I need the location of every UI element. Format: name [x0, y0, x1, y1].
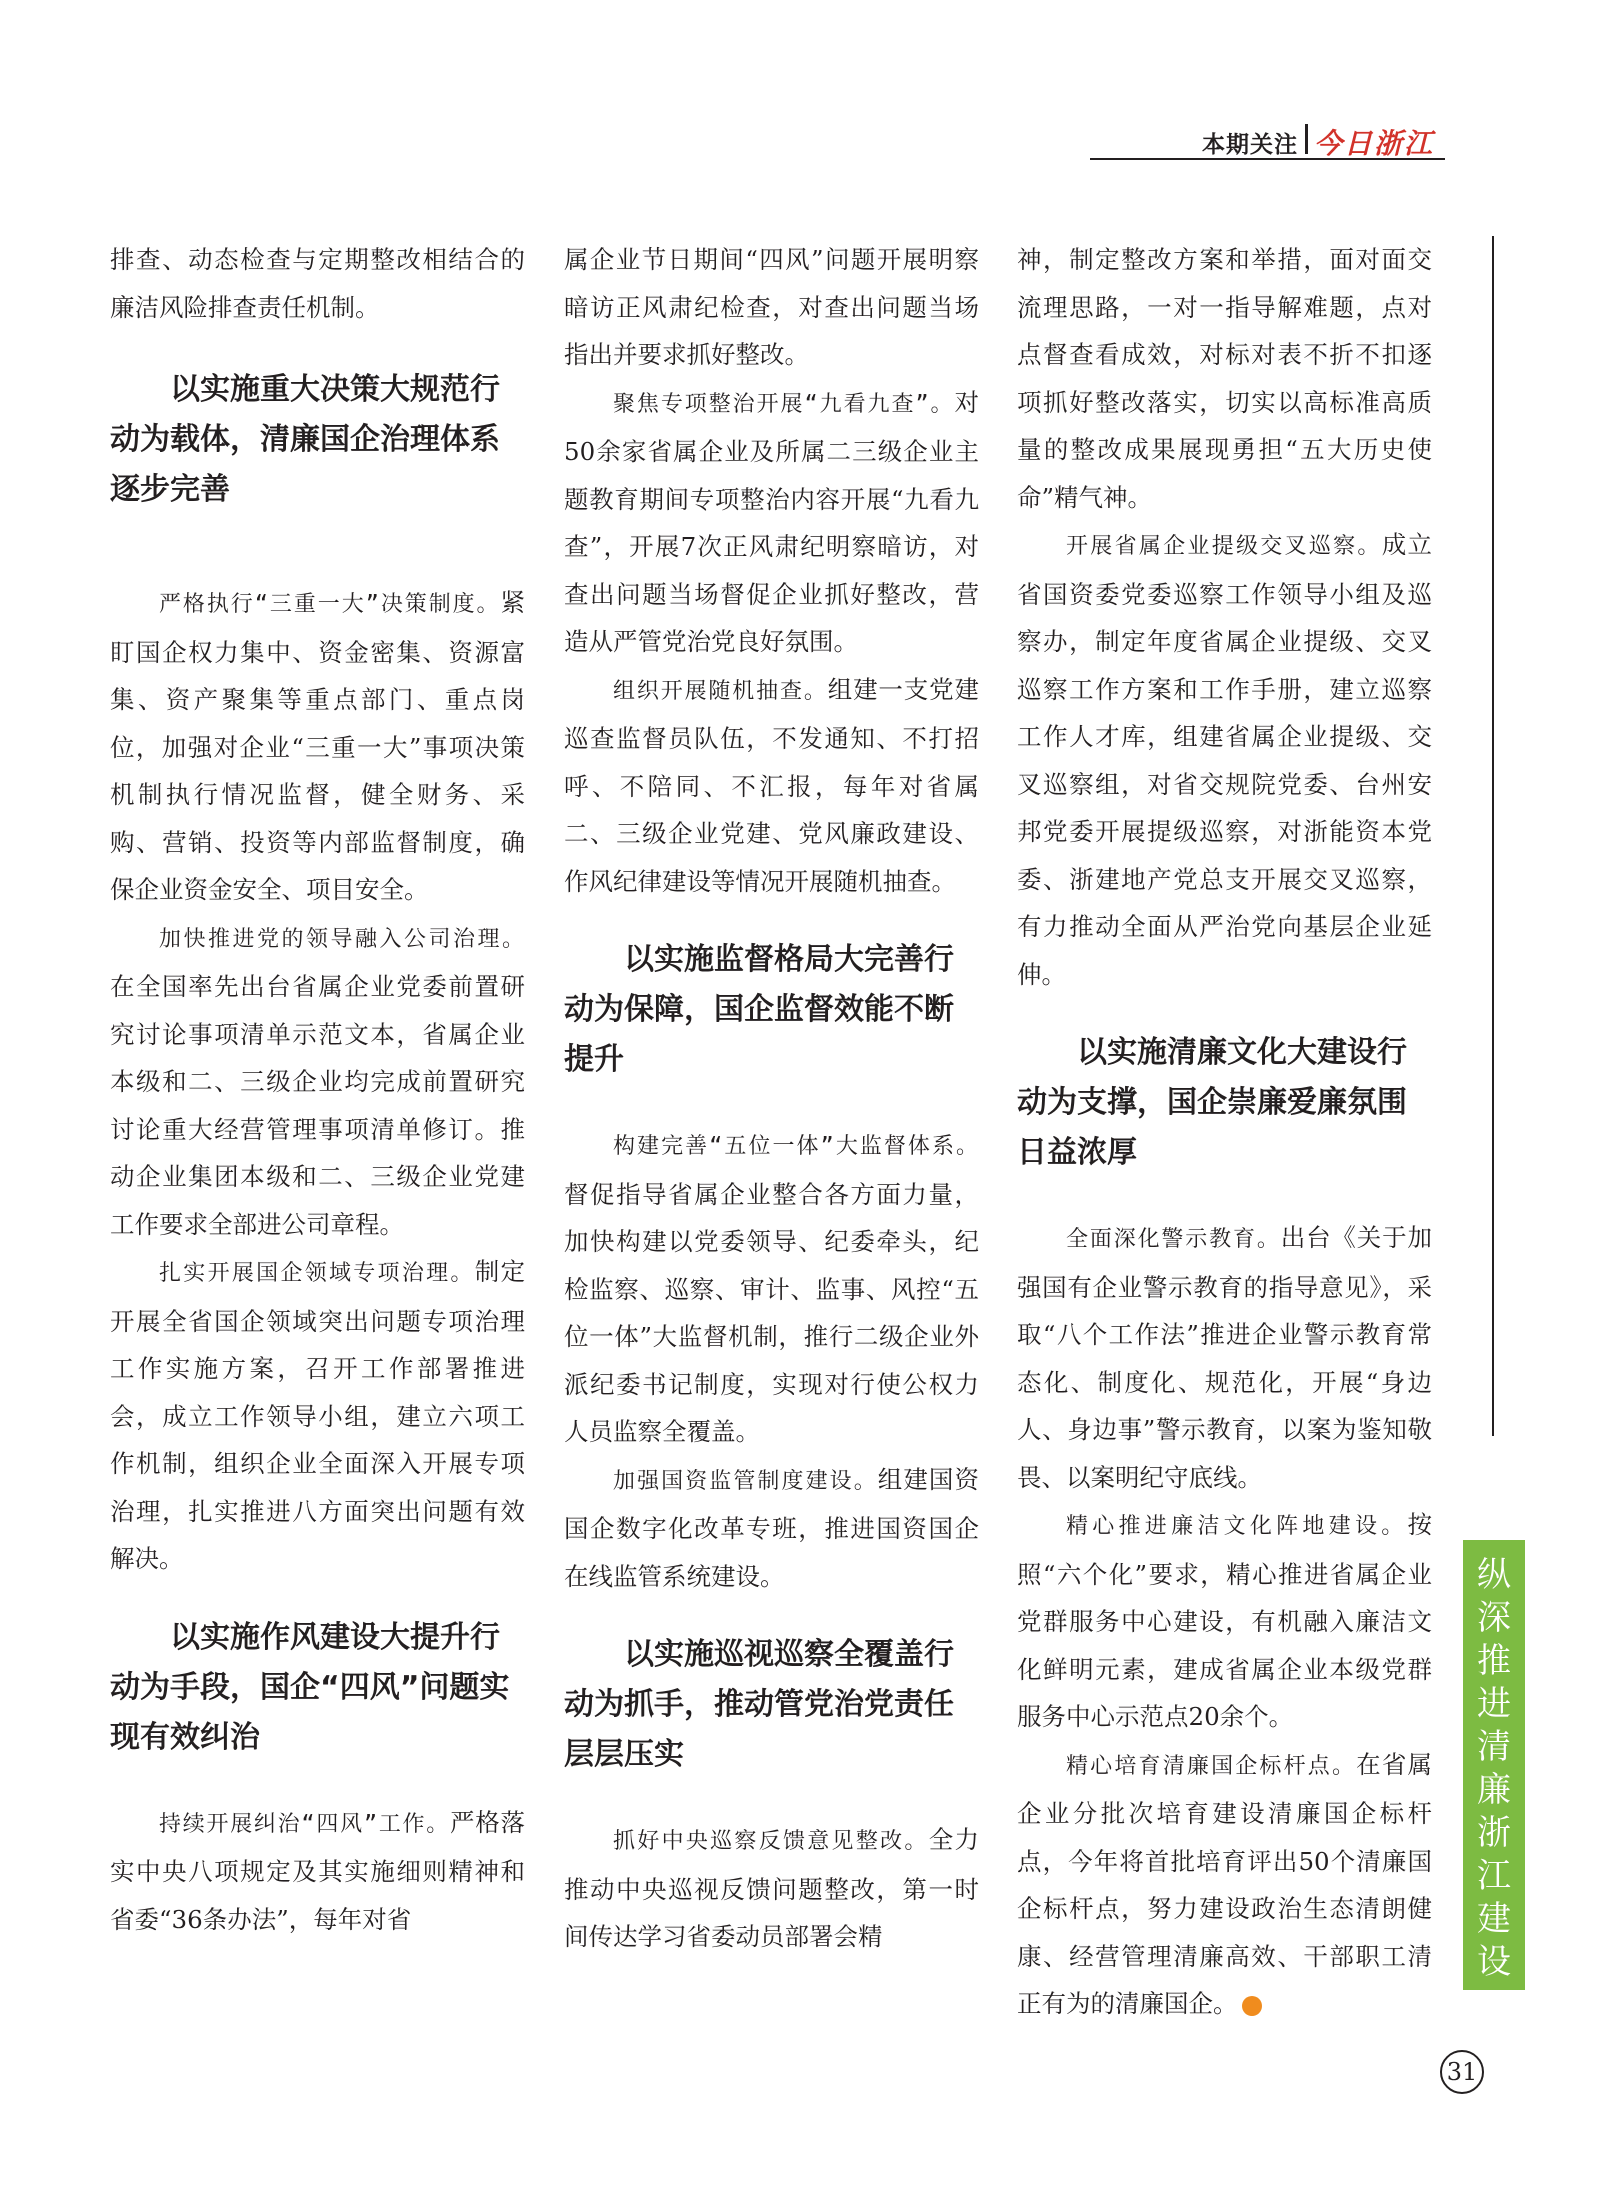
paragraph-lead: 抓好中央巡察反馈意见整改。	[613, 1829, 929, 1854]
paragraph-body: 对50余家省属企业及所属二三级企业主题教育期间专项整治内容开展“九看九查”，开展7次正风肃纪明察暗访，对查出问题当场督促企业抓好整改，营造从严管党治党良好氛围。	[564, 387, 979, 656]
paragraph-body: 组建一支党建巡查监督员队伍，不发通知、不打招呼、不陪同、不汇报，每年对省属二、三级企业党建、党风廉政建设、作风纪律建设等情况开展随机抽查。	[564, 674, 979, 896]
section-heading: 以实施监督格局大完善行动为保障，国企监督效能不断提升	[564, 942, 954, 1077]
paragraph-body: 制定开展全省国企领域突出问题专项治理工作实施方案，召开工作部署推进会，成立工作领导小组，建立六项工作机制，组织企业全面深入开展专项治理，扎实推进八方面突出问题有效解决。	[110, 1257, 525, 1573]
paragraph	[564, 1456, 979, 1601]
paragraph-lead: 扎实开展国企领域专项治理。	[159, 1261, 475, 1286]
paragraph-lead: 精心培育清廉国企标杆点。	[1066, 1753, 1357, 1779]
side-tab-char: 设	[1477, 1942, 1511, 1982]
paragraph-body: 组建国资国企数字化改革专班，推进国资国企在线监管系统建设。	[564, 1464, 979, 1591]
side-tab-char: 深	[1477, 1598, 1511, 1638]
paragraph-body: 督促指导省属企业整合各方面力量，加快构建以党委领导、纪委牵头，纪检监察、巡察、审计、监事、风控“五位一体”大监督机制，推行二级企业外派纪委书记制度，实现对行使公权力人员监察全覆盖。	[564, 1179, 979, 1446]
paragraph	[564, 666, 979, 906]
side-tab-char: 浙	[1477, 1813, 1511, 1853]
side-tab-char: 清	[1477, 1727, 1511, 1767]
paragraph-body: 在省属企业分批次培育建设清廉国企标杆点，今年将首批培育评出50个清廉国企标杆点，努力建设政治生态清朗健康、经营管理清廉高效、干部职工清正有为的清廉国企。	[1017, 1749, 1432, 2018]
side-tab-char: 江	[1477, 1856, 1511, 1896]
paragraph	[110, 914, 525, 1249]
paragraph	[564, 1816, 979, 1961]
paragraph-lead: 加强国资监管制度建设。	[613, 1468, 878, 1494]
paragraph-lead: 持续开展纠治“四风”工作。	[159, 1811, 451, 1837]
header-section-label: 本期关注	[1202, 132, 1298, 158]
article-end-icon	[1242, 1996, 1262, 2016]
side-tab-char: 进	[1477, 1684, 1511, 1724]
paragraph: 属企业节日期间“四风”问题开展明察暗访正风肃纪检查，对查出问题当场指出并要求抓好整改。	[564, 245, 979, 369]
section-heading: 以实施巡视巡察全覆盖行动为抓手，推动管党治党责任层层压实	[564, 1637, 954, 1772]
paragraph-body: 按照“六个化”要求，精心推进省属企业党群服务中心建设，有机融入廉洁文化鲜明元素，建成省属企业本级党群服务中心示范点20余个。	[1017, 1510, 1432, 1731]
section-heading: 以实施作风建设大提升行动为手段，国企“四风”问题实现有效纠治	[110, 1619, 510, 1755]
paragraph-lead: 组织开展随机抽查。	[613, 678, 828, 704]
paragraph-body: 出台《关于加强国有企业警示教育的指导意见》，采取“八个工作法”推进企业警示教育常态化、制度化、规范化，开展“身边人、身边事”警示教育，以案为鉴知敬畏、以案明纪守底线。	[1017, 1223, 1432, 1492]
page-header	[1090, 122, 1450, 162]
magazine-logo: 今日浙江	[1314, 127, 1435, 160]
paragraph-lead: 严格执行“三重一大”决策制度。	[159, 592, 501, 617]
paragraph	[564, 1121, 979, 1456]
side-tab-char: 纵	[1477, 1555, 1511, 1595]
side-tab-char: 廉	[1477, 1770, 1511, 1810]
page-number: 31	[1440, 2050, 1484, 2094]
paragraph: 排查、动态检查与定期整改相结合的廉洁风险排查责任机制。	[110, 245, 525, 322]
paragraph-lead: 聚焦专项整治开展“九看九查”。	[613, 391, 955, 417]
paragraph-lead: 加快推进党的领导融入公司治理。	[159, 926, 525, 952]
paragraph-lead: 构建完善“五位一体”大监督体系。	[613, 1134, 979, 1159]
paragraph-body: 成立省国资委党委巡察工作领导小组及巡察办，制定年度省属企业提级、交叉巡察工作方案和工作手册，建立巡察工作人才库，组建省属企业提级、交叉巡察组，对省交规院党委、台州安邦党委开展提级巡察，对浙能资本党委、浙建地产党总支开展交叉巡察，有力推动全面从严治党向基层企业延伸。	[1017, 530, 1432, 989]
header-separator	[1305, 124, 1308, 154]
paragraph-lead: 精心推进廉洁文化阵地建设。	[1066, 1514, 1408, 1539]
paragraph: 神，制定整改方案和举措，面对面交流理思路，一对一指导解难题，点对点督查看成效，对标对表不折不扣逐项抓好整改落实，切实以高标准高质量的整改成果展现勇担“五大历史使命”精气神。	[1017, 245, 1432, 512]
paragraph-body: 严格落实中央八项规定及其实施细则精神和省委“36条办法”，每年对省	[110, 1807, 525, 1934]
paragraph-lead: 全面深化警示教育。	[1066, 1227, 1281, 1252]
paragraph-body: 全力推动中央巡视反馈问题整改，第一时间传达学习省委动员部署会精	[564, 1825, 979, 1951]
paragraph	[1017, 521, 1432, 998]
column-3	[1017, 236, 1432, 2028]
paragraph-body: 紧盯国企权力集中、资金密集、资源富集、资产聚集等重点部门、重点岗位，加强对企业“三重一大”事项决策机制执行情况监督，健全财务、采购、营销、投资等内部监督制度，确保企业资金安全、项目安全。	[110, 588, 525, 904]
paragraph-body: 在全国率先出台省属企业党委前置研究讨论事项清单示范文本，省属企业本级和二、三级企业均完成前置研究讨论重大经营管理事项清单修订。推动企业集团本级和二、三级企业党建工作要求全部进公司章程。	[110, 972, 525, 1239]
paragraph	[1017, 1741, 1432, 2028]
side-tab-char: 推	[1477, 1641, 1511, 1681]
paragraph-lead: 开展省属企业提级交叉巡察。	[1066, 534, 1382, 559]
column-2	[564, 236, 979, 1961]
column-divider	[1492, 236, 1494, 1436]
paragraph	[1017, 1501, 1432, 1741]
section-side-tab	[1463, 1540, 1525, 1990]
paragraph	[110, 1799, 525, 1944]
section-heading: 以实施重大决策大规范行动为载体，清廉国企治理体系逐步完善	[110, 372, 500, 507]
section-heading: 以实施清廉文化大建设行动为支撑，国企崇廉爱廉氛围日益浓厚	[1017, 1035, 1407, 1170]
column-1	[110, 236, 525, 1943]
paragraph	[1017, 1214, 1432, 1501]
side-tab-char: 建	[1477, 1899, 1511, 1939]
paragraph	[110, 579, 525, 914]
paragraph	[110, 1248, 525, 1583]
paragraph	[564, 379, 979, 666]
